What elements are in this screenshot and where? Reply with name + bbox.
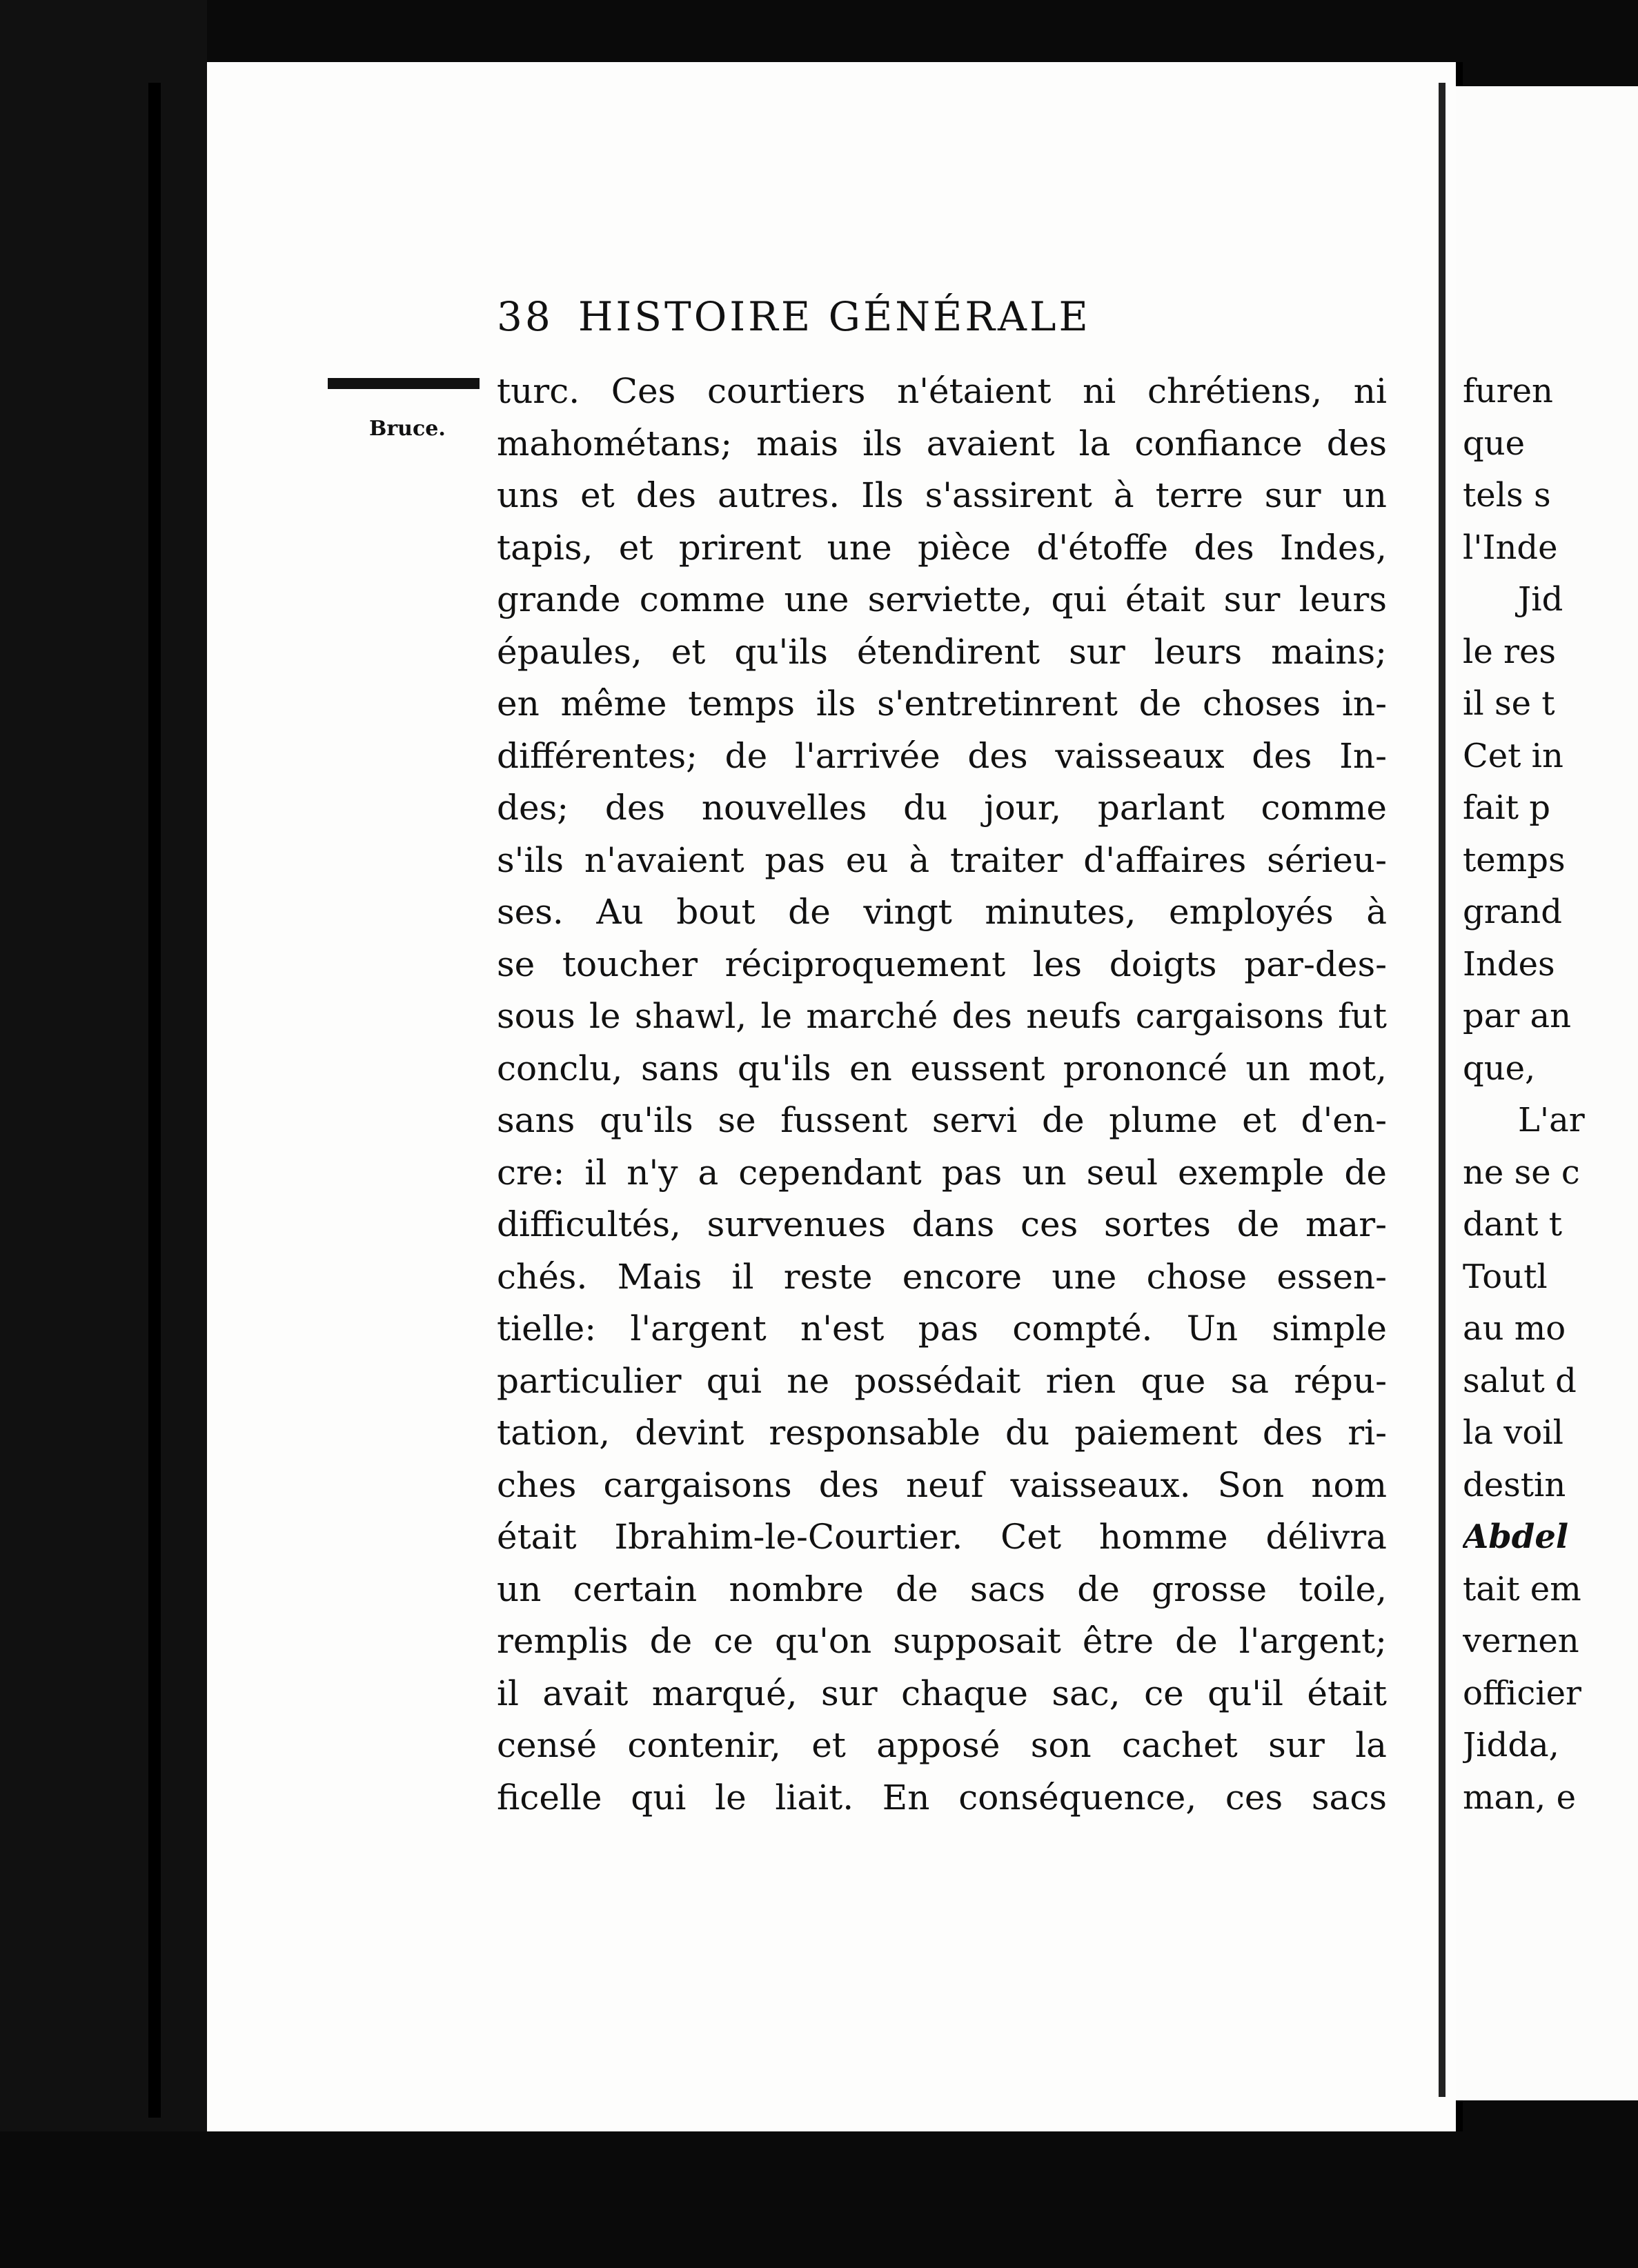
text-line: cre: il n'y a cependant pas un seul exemple de (497, 1152, 1387, 1193)
text-line: ses. Au bout de vingt minutes, employés à (497, 892, 1387, 932)
page-edge (1439, 83, 1445, 2097)
facing-text-line: temps (1463, 840, 1566, 879)
facing-text-line: dant t (1463, 1205, 1563, 1244)
text-line: sous le shawl, le marché des neufs cargaisons fut (497, 996, 1387, 1036)
binding-gutter (148, 83, 161, 2118)
text-line: uns et des autres. Ils s'assirent à terre sur un (497, 475, 1387, 515)
facing-text-line: Toutl (1463, 1257, 1548, 1296)
scan-background-left (0, 0, 207, 2268)
facing-text-line: au mo (1463, 1309, 1566, 1348)
running-head (497, 293, 1270, 362)
facing-text-line: vernen (1463, 1622, 1579, 1660)
facing-text-line: grand (1463, 893, 1562, 931)
facing-text-line: Jid (1518, 580, 1563, 619)
facing-text-line: furen (1463, 372, 1553, 410)
text-line: différentes; de l'arrivée des vaisseaux des In- (497, 735, 1387, 776)
text-line: tation, devint responsable du paiement des ri- (497, 1413, 1387, 1453)
text-line: ches cargaisons des neuf vaisseaux. Son nom (497, 1464, 1387, 1505)
facing-text-line: Cet in (1463, 736, 1563, 775)
facing-text-line: tels s (1463, 476, 1551, 515)
text-line: épaules, et qu'ils étendirent sur leurs mains; (497, 631, 1387, 672)
text-line: sans qu'ils se fussent servi de plume et d'en- (497, 1100, 1387, 1140)
page-title: HISTOIRE GÉNÉRALE (578, 293, 1091, 340)
facing-text-line: que, (1463, 1048, 1536, 1088)
page-number: 38 (497, 293, 553, 340)
facing-text-line: il se t (1463, 684, 1555, 723)
text-line: censé contenir, et apposé son cachet sur la (497, 1725, 1387, 1765)
facing-text-line: salut d (1463, 1361, 1577, 1400)
text-line: en même temps ils s'entretinrent de choses in- (497, 684, 1387, 724)
facing-text-line: Jidda, (1463, 1726, 1559, 1764)
facing-text-line: Indes (1463, 944, 1555, 984)
text-line: remplis de ce qu'on supposait être de l'argent; (497, 1621, 1387, 1661)
facing-text-line: destin (1463, 1465, 1566, 1504)
facing-text-line: ne se c (1463, 1153, 1580, 1192)
facing-text-line: l'Inde (1463, 528, 1558, 567)
text-line: turc. Ces courtiers n'étaient ni chrétiens, ni (497, 371, 1387, 411)
facing-page-text (1463, 366, 1638, 1824)
facing-text-line: que (1463, 424, 1526, 463)
scan-background-bottom (0, 2131, 1638, 2268)
text-line: se toucher réciproquement les doigts par-des- (497, 944, 1387, 984)
text-line: particulier qui ne possédait rien que sa répu- (497, 1360, 1387, 1401)
text-line: grande comme une serviette, qui était sur leurs (497, 579, 1387, 619)
facing-text-line: le res (1463, 632, 1556, 671)
margin-note: Bruce. (369, 417, 446, 441)
text-line: un certain nombre de sacs de grosse toile, (497, 1569, 1387, 1609)
facing-text-line: la voil (1463, 1413, 1563, 1452)
text-line: s'ils n'avaient pas eu à traiter d'affaires sérieu- (497, 839, 1387, 880)
text-line: chés. Mais il reste encore une chose essen- (497, 1256, 1387, 1297)
text-line: il avait marqué, sur chaque sac, ce qu'il était (497, 1673, 1387, 1713)
facing-text-line: Abdel (1463, 1518, 1569, 1556)
facing-text-line: fait p (1463, 788, 1551, 827)
facing-text-line: tait em (1463, 1569, 1581, 1609)
facing-text-line: L'ar (1518, 1101, 1585, 1140)
text-line: conclu, sans qu'ils en eussent prononcé un mot, (497, 1048, 1387, 1088)
text-line: des; des nouvelles du jour, parlant comme (497, 788, 1387, 828)
margin-rule (328, 378, 480, 389)
text-line: était Ibrahim-le-Courtier. Cet homme délivra (497, 1517, 1387, 1557)
text-line: mahométans; mais ils avaient la confiance des (497, 423, 1387, 464)
text-line: tapis, et prirent une pièce d'étoffe des Indes, (497, 527, 1387, 568)
body-text (497, 366, 1387, 1824)
text-line: ficelle qui le liait. En conséquence, ces sacs (497, 1777, 1387, 1818)
facing-text-line: man, e (1463, 1778, 1576, 1817)
text-line: tielle: l'argent n'est pas compté. Un simple (497, 1309, 1387, 1349)
facing-text-line: par an (1463, 997, 1572, 1035)
text-line: difficultés, survenues dans ces sortes de mar- (497, 1204, 1387, 1244)
facing-text-line: officier (1463, 1673, 1581, 1713)
